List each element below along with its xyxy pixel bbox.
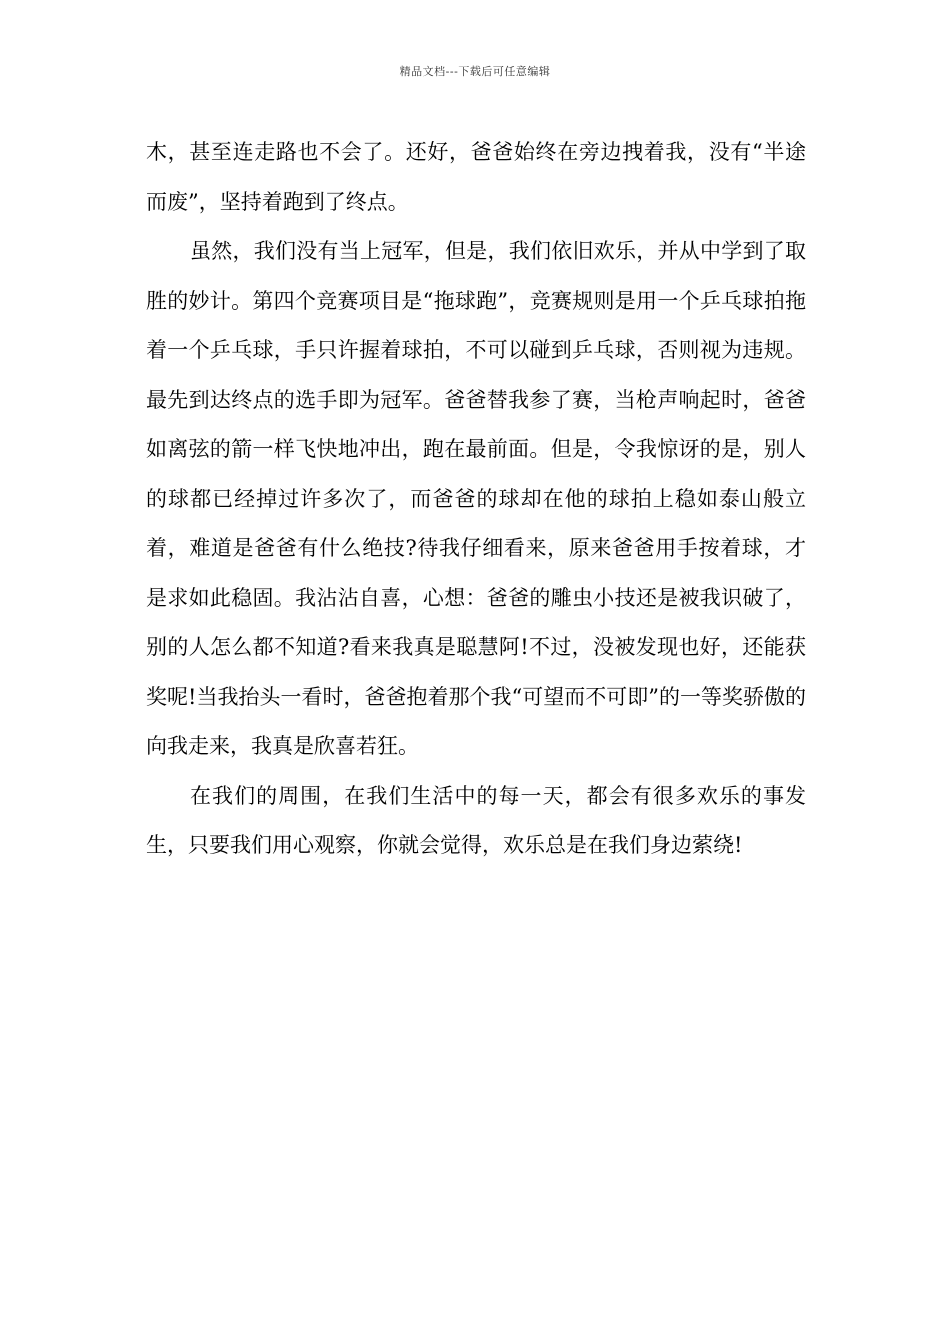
document-body [146,128,806,871]
paragraph: 在我们的周围，在我们生活中的每一天，都会有很多欢乐的事发生，只要我们用心观察，你就会觉得，欢乐总是在我们身边萦绕! [146,783,806,857]
paragraph: 虽然，我们没有当上冠军，但是，我们依旧欢乐，并从中学到了取胜的妙计。第四个竞赛项目是“拖球跑”，竞赛规则是用一个乒乓球拍拖着一个乒乓球，手只许握着球拍，不可以碰到乒乓球，否则视为违规。最先到达终点的选手即为冠军。爸爸替我参了赛，当枪声响起时，爸爸如离弦的箭一样飞快地冲出，跑在最前面。但是，令我惊讶的是，别人的球都已经掉过许多次了，而爸爸的球却在他的球拍上稳如泰山般立着，难道是爸爸有什么绝技?待我仔细看来，原来爸爸用手按着球，才是求如此稳固。我沾沾自喜，心想：爸爸的雕虫小技还是被我识破了，别的人怎么都不知道?看来我真是聪慧阿!不过，没被发现也好，还能获奖呢!当我抬头一看时，爸爸抱着那个我“可望而不可即”的一等奖骄傲的向我走来，我真是欣喜若狂。 [146,239,806,758]
paragraph: 木，甚至连走路也不会了。还好，爸爸始终在旁边拽着我，没有“半途而废”，坚持着跑到了终点。 [146,140,806,214]
page-header: 精品文档---下载后可任意编辑 [399,65,551,78]
